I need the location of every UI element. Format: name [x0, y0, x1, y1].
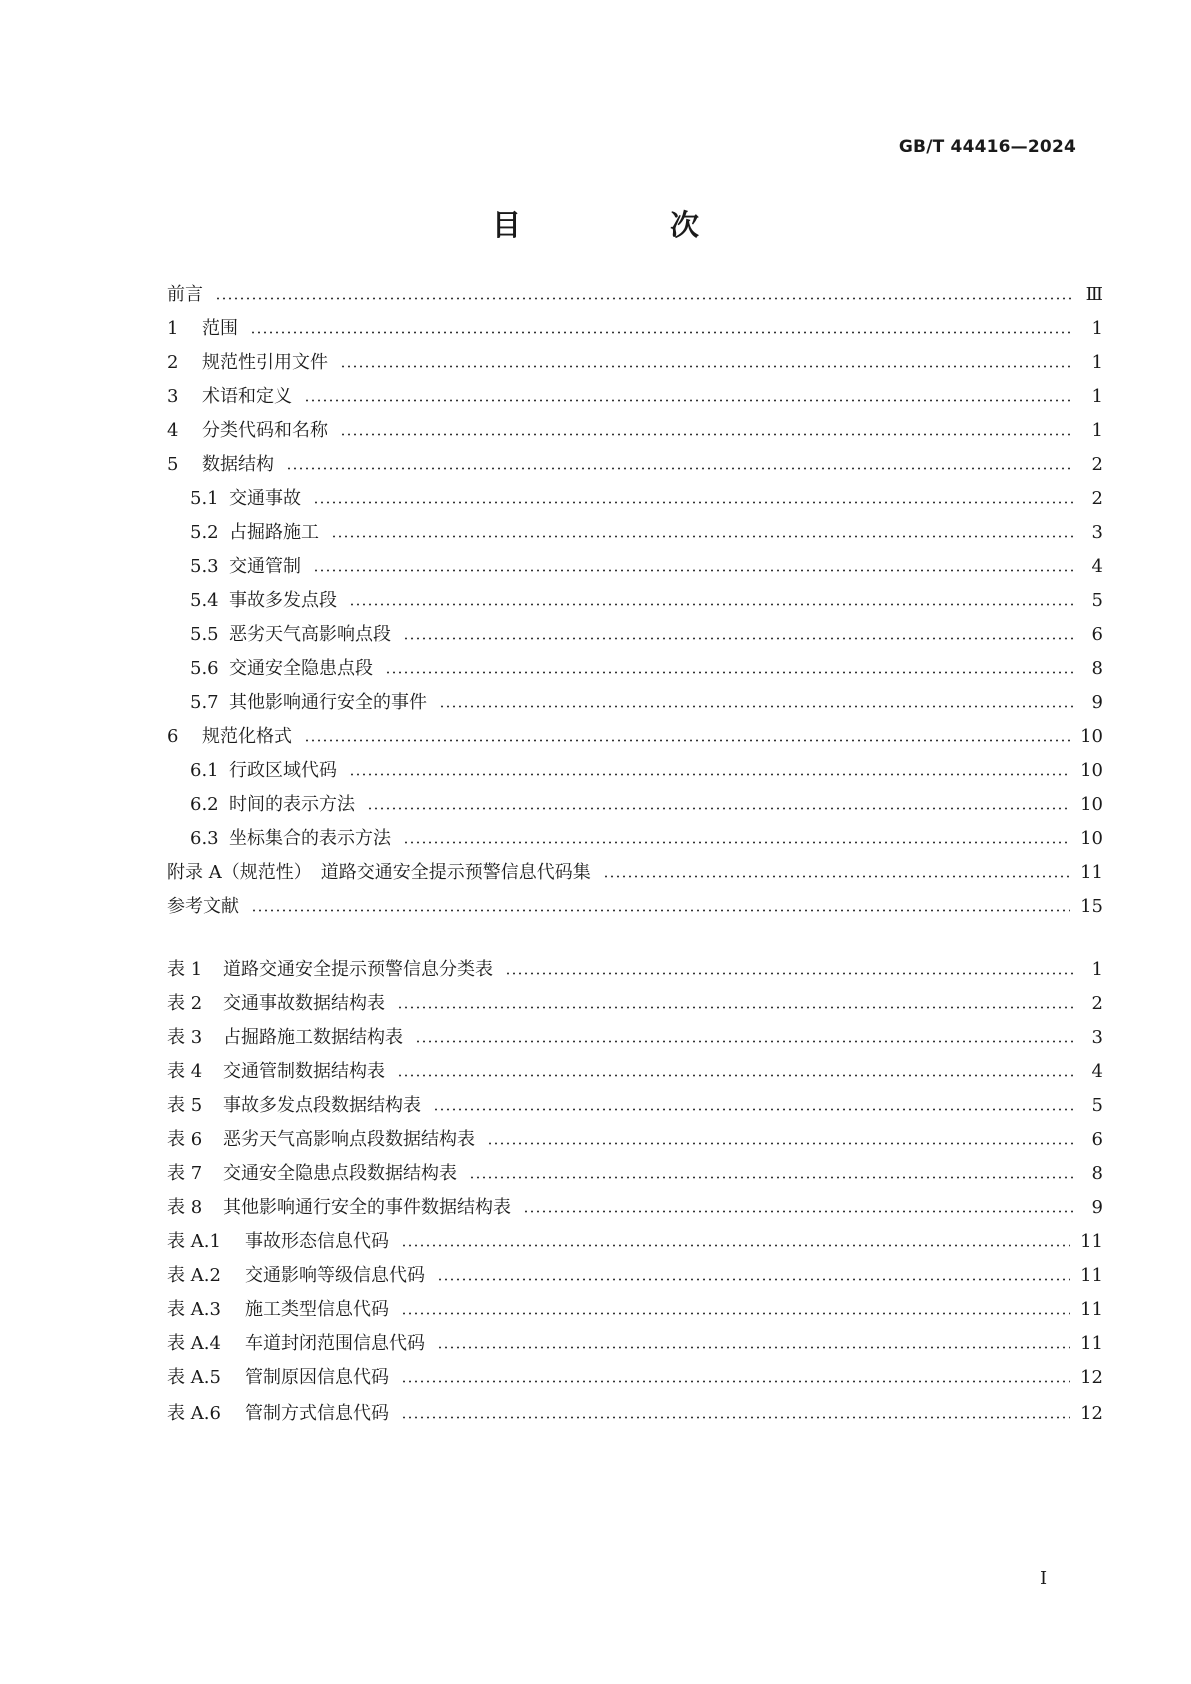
toc-entry-page: 1	[1091, 386, 1103, 407]
table-entry-page: 12	[1080, 1367, 1103, 1388]
toc-entry-text: 事故多发点段	[229, 590, 337, 611]
table-list-entry[interactable]	[167, 1060, 1103, 1084]
toc-entry-appendix-a[interactable]	[167, 861, 1103, 885]
toc-entry-number: 2	[167, 352, 179, 373]
toc-subentry[interactable]	[167, 759, 1103, 783]
table-entry-text: 车道封闭范围信息代码	[245, 1333, 425, 1354]
table-entry-page: 11	[1080, 1265, 1103, 1286]
dot-leader	[313, 569, 1073, 572]
table-entry-page: 9	[1091, 1197, 1103, 1218]
table-list-entry[interactable]	[167, 1332, 1103, 1356]
toc-entry-page: 1	[1091, 318, 1103, 339]
toc-entry-page: 10	[1080, 760, 1103, 781]
dot-leader	[385, 671, 1073, 674]
table-entry-number: 表 8	[167, 1197, 203, 1218]
dot-leader	[331, 535, 1073, 538]
dot-leader	[505, 972, 1073, 975]
table-entry-number: 表 A.1	[167, 1231, 221, 1252]
page-title: 目 次	[491, 208, 759, 242]
table-entry-text: 施工类型信息代码	[245, 1299, 389, 1320]
table-list-entry[interactable]	[167, 992, 1103, 1016]
table-entry-number: 表 6	[167, 1129, 203, 1150]
table-entry-text: 事故多发点段数据结构表	[223, 1095, 421, 1116]
table-entry-page: 11	[1080, 1299, 1103, 1320]
table-entry-page: 4	[1091, 1061, 1103, 1082]
toc-entry-text: 其他影响通行安全的事件	[229, 692, 427, 713]
dot-leader	[397, 1006, 1073, 1009]
toc-entry-text: 规范性引用文件	[202, 352, 328, 373]
toc-entry-page: 1	[1091, 352, 1103, 373]
toc-entry-number: 6.1	[190, 760, 219, 781]
table-entry-page: 12	[1080, 1403, 1103, 1424]
table-entry-text: 交通事故数据结构表	[223, 993, 385, 1014]
toc-entry[interactable]	[167, 419, 1103, 443]
toc-entry-page: 5	[1091, 590, 1103, 611]
toc-entry-text: 时间的表示方法	[229, 794, 355, 815]
standard-code: GB/T 44416—2024	[898, 137, 1076, 157]
table-entry-number: 表 3	[167, 1027, 203, 1048]
dot-leader	[340, 365, 1073, 368]
toc-entry-page: Ⅲ	[1085, 284, 1103, 305]
table-entry-text: 交通安全隐患点段数据结构表	[223, 1163, 457, 1184]
toc-entry-number: 5.2	[190, 522, 219, 543]
toc-entry-number: 5.4	[190, 590, 219, 611]
table-entry-page: 11	[1080, 1333, 1103, 1354]
toc-entry-foreword[interactable]	[167, 283, 1103, 307]
dot-leader	[251, 909, 1070, 912]
table-list-entry[interactable]	[167, 1094, 1103, 1118]
dot-leader	[603, 875, 1070, 878]
dot-leader	[304, 739, 1070, 742]
table-entry-number: 表 A.3	[167, 1299, 221, 1320]
dot-leader	[401, 1416, 1070, 1419]
toc-entry-page: 1	[1091, 420, 1103, 441]
toc-entry[interactable]	[167, 453, 1103, 477]
toc-entry-number: 5	[167, 454, 179, 475]
table-entry-page: 8	[1091, 1163, 1103, 1184]
dot-leader	[349, 773, 1070, 776]
toc-entry-number: 3	[167, 386, 179, 407]
table-list-entry[interactable]	[167, 1402, 1103, 1426]
table-entry-page: 6	[1091, 1129, 1103, 1150]
table-entry-text: 管制原因信息代码	[245, 1367, 389, 1388]
toc-entry-page: 3	[1091, 522, 1103, 543]
dot-leader	[250, 331, 1073, 334]
toc-entry-text: 坐标集合的表示方法	[229, 828, 391, 849]
dot-leader	[523, 1210, 1073, 1213]
table-list-entry[interactable]	[167, 1264, 1103, 1288]
toc-entry[interactable]	[167, 725, 1103, 749]
table-entry-number: 表 A.6	[167, 1403, 221, 1424]
table-list-entry[interactable]	[167, 1128, 1103, 1152]
toc-subentry[interactable]	[167, 691, 1103, 715]
table-entry-number: 表 2	[167, 993, 203, 1014]
dot-leader	[397, 1074, 1073, 1077]
toc-entry-page: 8	[1091, 658, 1103, 679]
toc-entry-text: 范围	[202, 318, 238, 339]
toc-entry-number: 5.5	[190, 624, 219, 645]
dot-leader	[340, 433, 1073, 436]
toc-entry-number: 5.1	[190, 488, 219, 509]
toc-entry-text: 交通安全隐患点段	[229, 658, 373, 679]
toc-entry-page: 2	[1091, 488, 1103, 509]
toc-subentry[interactable]	[167, 793, 1103, 817]
dot-leader	[215, 297, 1073, 300]
table-entry-text: 恶劣天气高影响点段数据结构表	[223, 1129, 475, 1150]
toc-entry-text: 交通管制	[229, 556, 301, 577]
dot-leader	[433, 1108, 1073, 1111]
toc-entry-text: 行政区域代码	[229, 760, 337, 781]
toc-entry-number: 5.6	[190, 658, 219, 679]
dot-leader	[439, 705, 1073, 708]
toc-entry-number: 4	[167, 420, 179, 441]
toc-entry-text: 分类代码和名称	[202, 420, 328, 441]
dot-leader	[401, 1380, 1070, 1383]
table-entry-page: 1	[1091, 959, 1103, 980]
table-entry-number: 表 1	[167, 959, 203, 980]
toc-subentry[interactable]	[167, 521, 1103, 545]
toc-entry-page: 11	[1080, 862, 1103, 883]
toc-entry-page: 4	[1091, 556, 1103, 577]
toc-entry-number: 6.3	[190, 828, 219, 849]
toc-entry-text: 规范化格式	[202, 726, 292, 747]
table-entry-text: 交通管制数据结构表	[223, 1061, 385, 1082]
toc-entry-number: 1	[167, 318, 179, 339]
table-list-entry[interactable]	[167, 1162, 1103, 1186]
dot-leader	[349, 603, 1073, 606]
dot-leader	[415, 1040, 1073, 1043]
table-list-entry[interactable]	[167, 1366, 1103, 1390]
toc-subentry[interactable]	[167, 623, 1103, 647]
toc-subentry[interactable]	[167, 589, 1103, 613]
toc-entry-page: 10	[1080, 828, 1103, 849]
dot-leader	[401, 1312, 1070, 1315]
dot-leader	[313, 501, 1073, 504]
table-entry-number: 表 7	[167, 1163, 203, 1184]
table-entry-page: 11	[1080, 1231, 1103, 1252]
dot-leader	[403, 841, 1070, 844]
dot-leader	[437, 1278, 1070, 1281]
toc-entry-page: 9	[1091, 692, 1103, 713]
toc-entry-page: 2	[1091, 454, 1103, 475]
table-list-entry[interactable]	[167, 1026, 1103, 1050]
toc-subentry[interactable]	[167, 487, 1103, 511]
table-entry-page: 3	[1091, 1027, 1103, 1048]
toc-entry-page: 10	[1080, 726, 1103, 747]
table-entry-number: 表 A.2	[167, 1265, 221, 1286]
toc-entry-text: 交通事故	[229, 488, 301, 509]
toc-entry-references[interactable]	[167, 895, 1103, 919]
page-number: I	[1040, 1568, 1048, 1589]
table-entry-text: 占掘路施工数据结构表	[223, 1027, 403, 1048]
dot-leader	[304, 399, 1073, 402]
toc-subentry[interactable]	[167, 657, 1103, 681]
dot-leader	[286, 467, 1073, 470]
table-list-entry[interactable]	[167, 1196, 1103, 1220]
dot-leader	[403, 637, 1073, 640]
toc-entry[interactable]	[167, 385, 1103, 409]
toc-entry-page: 10	[1080, 794, 1103, 815]
table-entry-number: 表 A.4	[167, 1333, 221, 1354]
dot-leader	[487, 1142, 1073, 1145]
table-entry-page: 5	[1091, 1095, 1103, 1116]
toc-entry-text: 术语和定义	[202, 386, 292, 407]
table-entry-text: 交通影响等级信息代码	[245, 1265, 425, 1286]
toc-entry-number: 6.2	[190, 794, 219, 815]
table-entry-text: 管制方式信息代码	[245, 1403, 389, 1424]
toc-subentry[interactable]	[167, 827, 1103, 851]
toc-entry[interactable]	[167, 351, 1103, 375]
table-entry-page: 2	[1091, 993, 1103, 1014]
toc-entry-number: 6	[167, 726, 179, 747]
toc-entry-text: 附录 A（规范性） 道路交通安全提示预警信息代码集	[167, 862, 591, 883]
dot-leader	[401, 1244, 1070, 1247]
table-entry-text: 道路交通安全提示预警信息分类表	[223, 959, 493, 980]
table-list-entry[interactable]	[167, 1230, 1103, 1254]
table-entry-number: 表 5	[167, 1095, 203, 1116]
toc-entry-text: 数据结构	[202, 454, 274, 475]
toc-entry-text: 占掘路施工	[229, 522, 319, 543]
table-list-entry[interactable]	[167, 958, 1103, 982]
table-entry-text: 事故形态信息代码	[245, 1231, 389, 1252]
table-entry-text: 其他影响通行安全的事件数据结构表	[223, 1197, 511, 1218]
toc-entry-text: 恶劣天气高影响点段	[229, 624, 391, 645]
toc-entry-text: 参考文献	[167, 896, 239, 917]
toc-subentry[interactable]	[167, 555, 1103, 579]
table-list-entry[interactable]	[167, 1298, 1103, 1322]
toc-entry-page: 15	[1080, 896, 1103, 917]
dot-leader	[437, 1346, 1070, 1349]
toc-entry-text: 前言	[167, 284, 203, 305]
dot-leader	[469, 1176, 1073, 1179]
toc-entry-page: 6	[1091, 624, 1103, 645]
toc-entry-number: 5.3	[190, 556, 219, 577]
toc-entry[interactable]	[167, 317, 1103, 341]
table-entry-number: 表 4	[167, 1061, 203, 1082]
toc-entry-number: 5.7	[190, 692, 219, 713]
table-entry-number: 表 A.5	[167, 1367, 221, 1388]
dot-leader	[367, 807, 1070, 810]
